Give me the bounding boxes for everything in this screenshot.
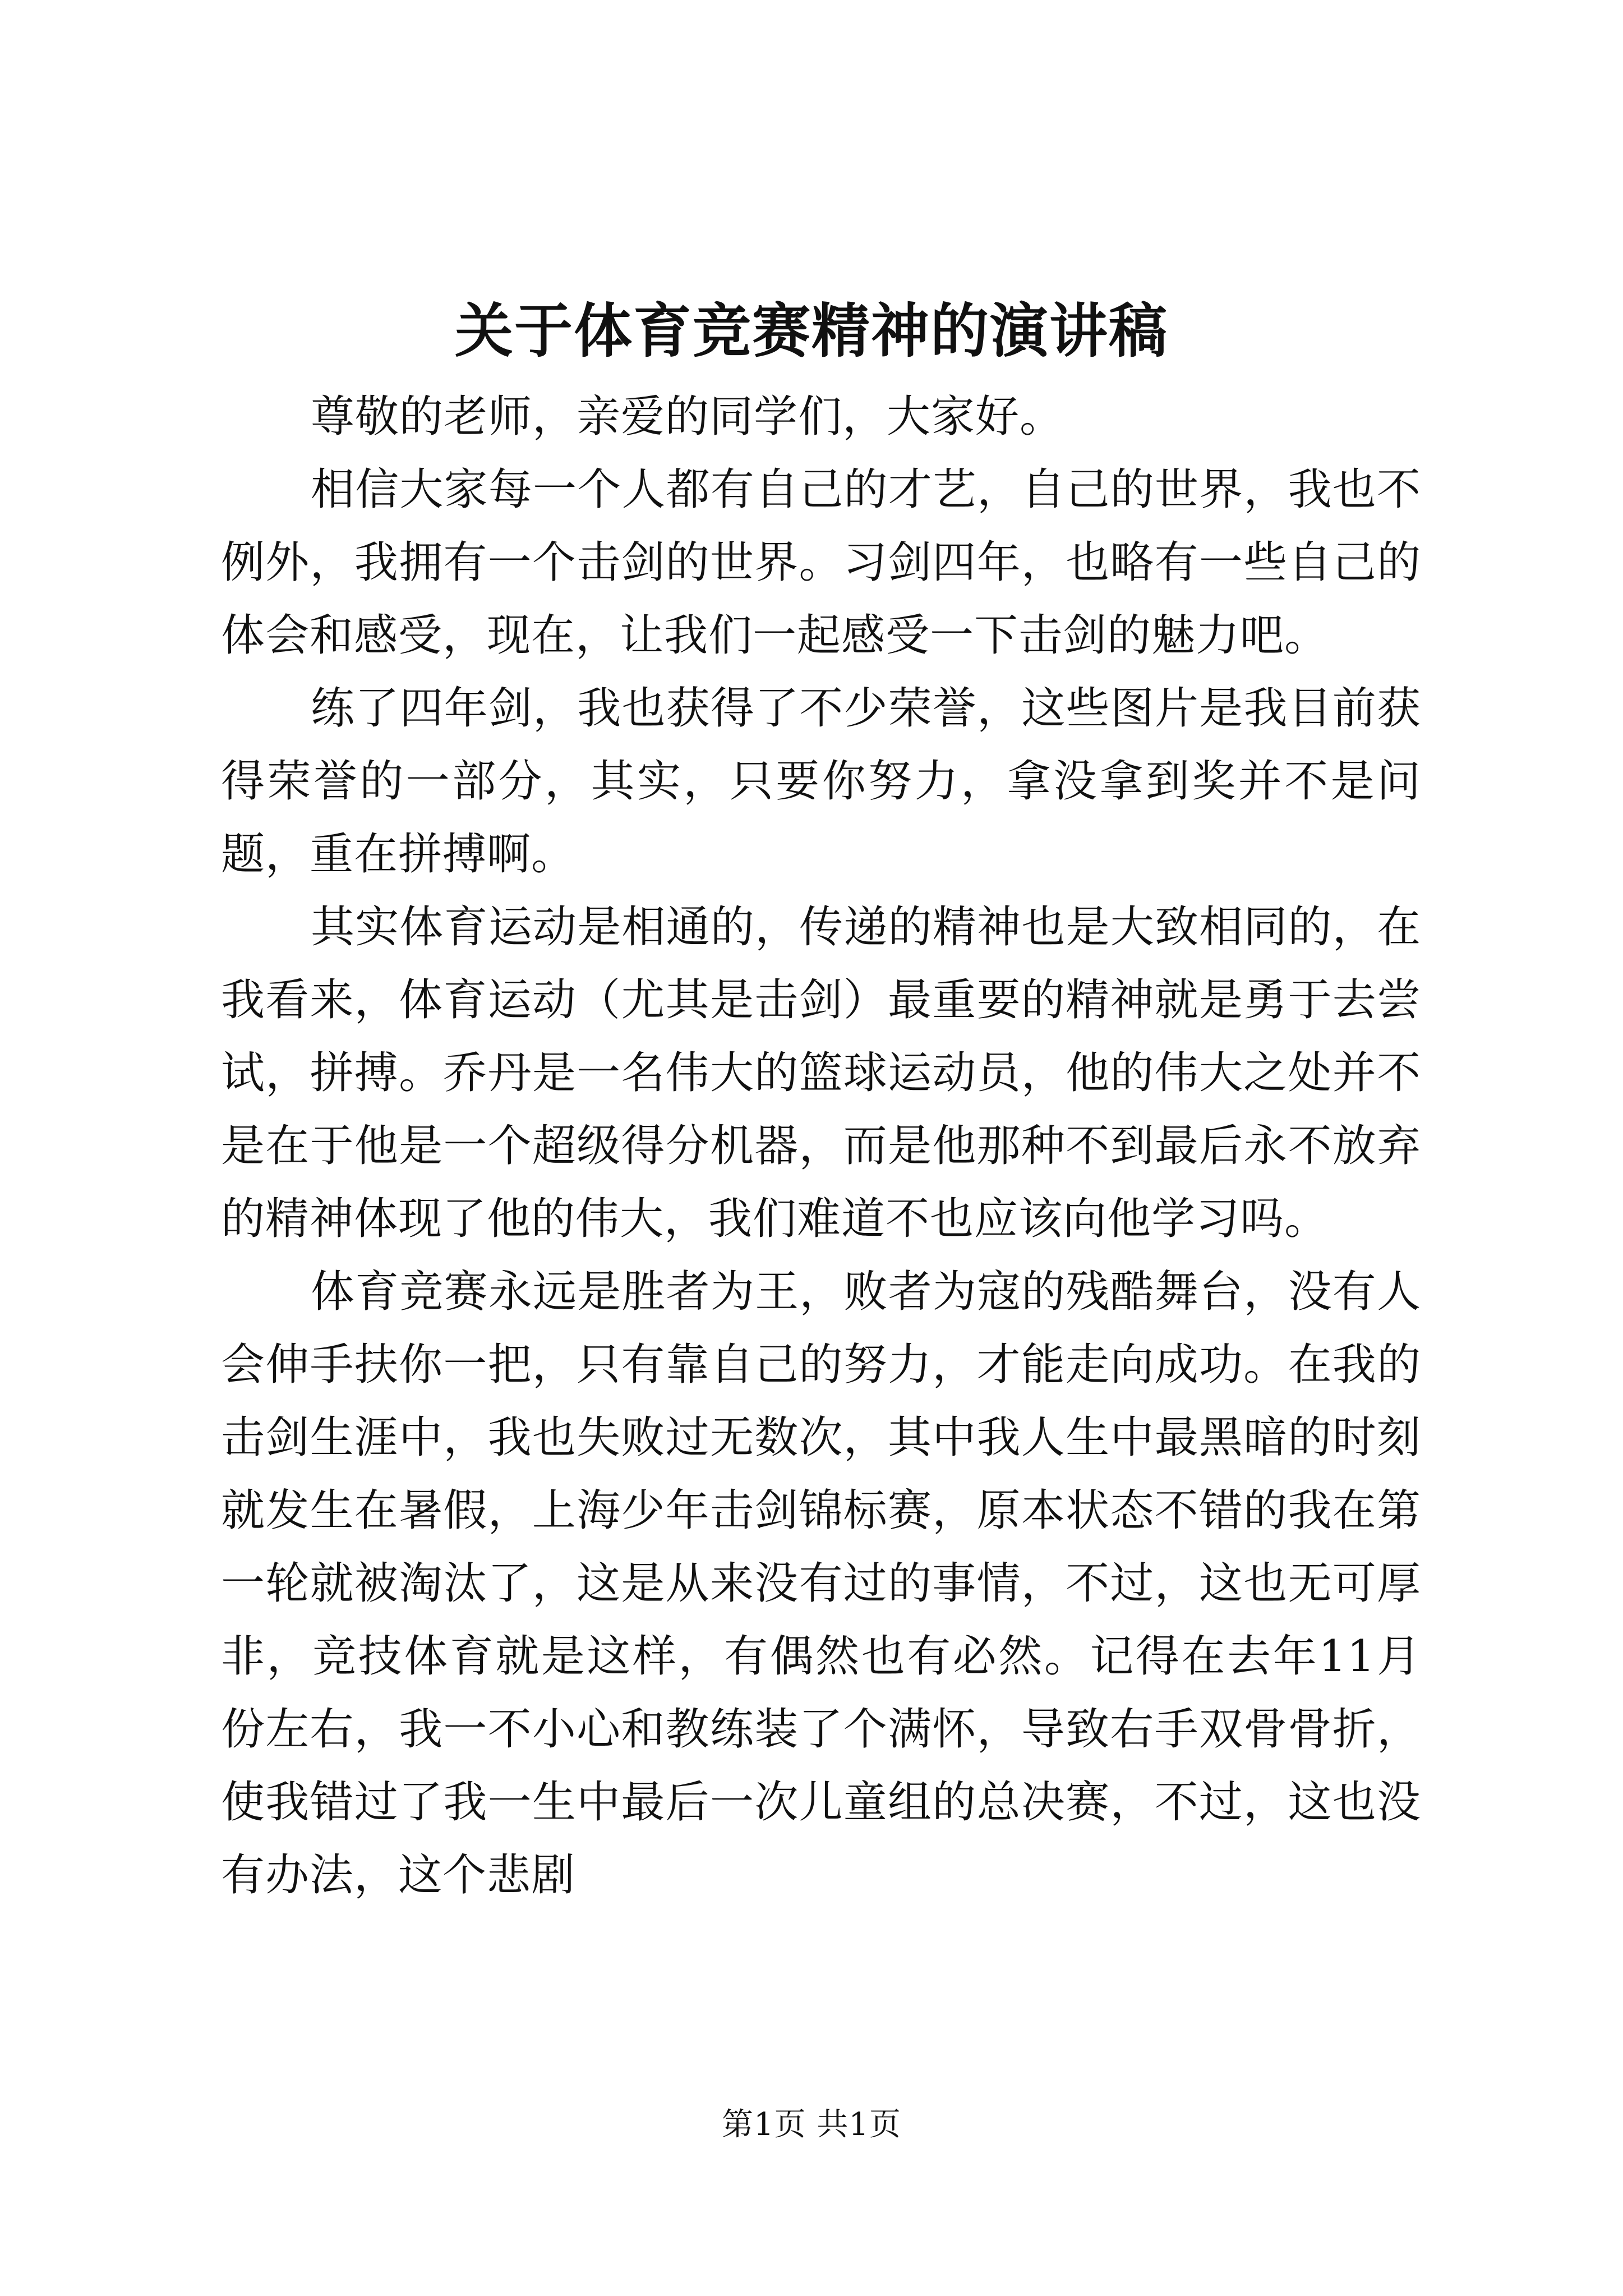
paragraph-competition: 体育竞赛永远是胜者为王，败者为寇的残酷舞台，没有人会伸手扶你一把，只有靠自己的努力，才能走向成功。在我的击剑生涯中，我也失败过无数次，其中我人生中最黑暗的时刻就发生在暑假，上海少年击剑锦标赛，原本状态不错的我在第一轮就被淘汰了，这是从来没有过的事情，不过，这也无可厚非，竞技体育就是这样，有偶然也有必然。记得在去年11月份左右，我一不小心和教练装了个满怀，导致右手双骨骨折，使我错过了我一生中最后一次儿童组的总决赛，不过，这也没有办法，这个悲剧 xyxy=(221,1267,1421,1901)
document-title: 关于体育竞赛精神的演讲稿 xyxy=(454,296,1168,365)
paragraph-greeting: 尊敬的老师，亲爱的同学们，大家好。 xyxy=(311,392,1064,442)
paragraph-honors: 练了四年剑，我也获得了不少荣誉，这些图片是我目前获得荣誉的一部分，其实，只要你努力，拿没拿到奖并不是问题，重在拼搏啊。 xyxy=(221,683,1421,880)
paragraph-fencing-world: 相信大家每一个人都有自己的才艺，自己的世界，我也不例外，我拥有一个击剑的世界。习剑四年，也略有一些自己的体会和感受，现在，让我们一起感受一下击剑的魅力吧。 xyxy=(221,464,1421,661)
page-number-footer: 第1页 共1页 xyxy=(721,2106,902,2143)
document-body xyxy=(221,380,1421,1912)
paragraph-sports-spirit: 其实体育运动是相通的，传递的精神也是大致相同的，在我看来，体育运动（尤其是击剑）最重要的精神就是勇于去尝试，拼搏。乔丹是一名伟大的篮球运动员，他的伟大之处并不是在于他是一个超级得分机器，而是他那种不到最后永不放弃的精神体现了他的伟大，我们难道不也应该向他学习吗。 xyxy=(221,902,1421,1244)
